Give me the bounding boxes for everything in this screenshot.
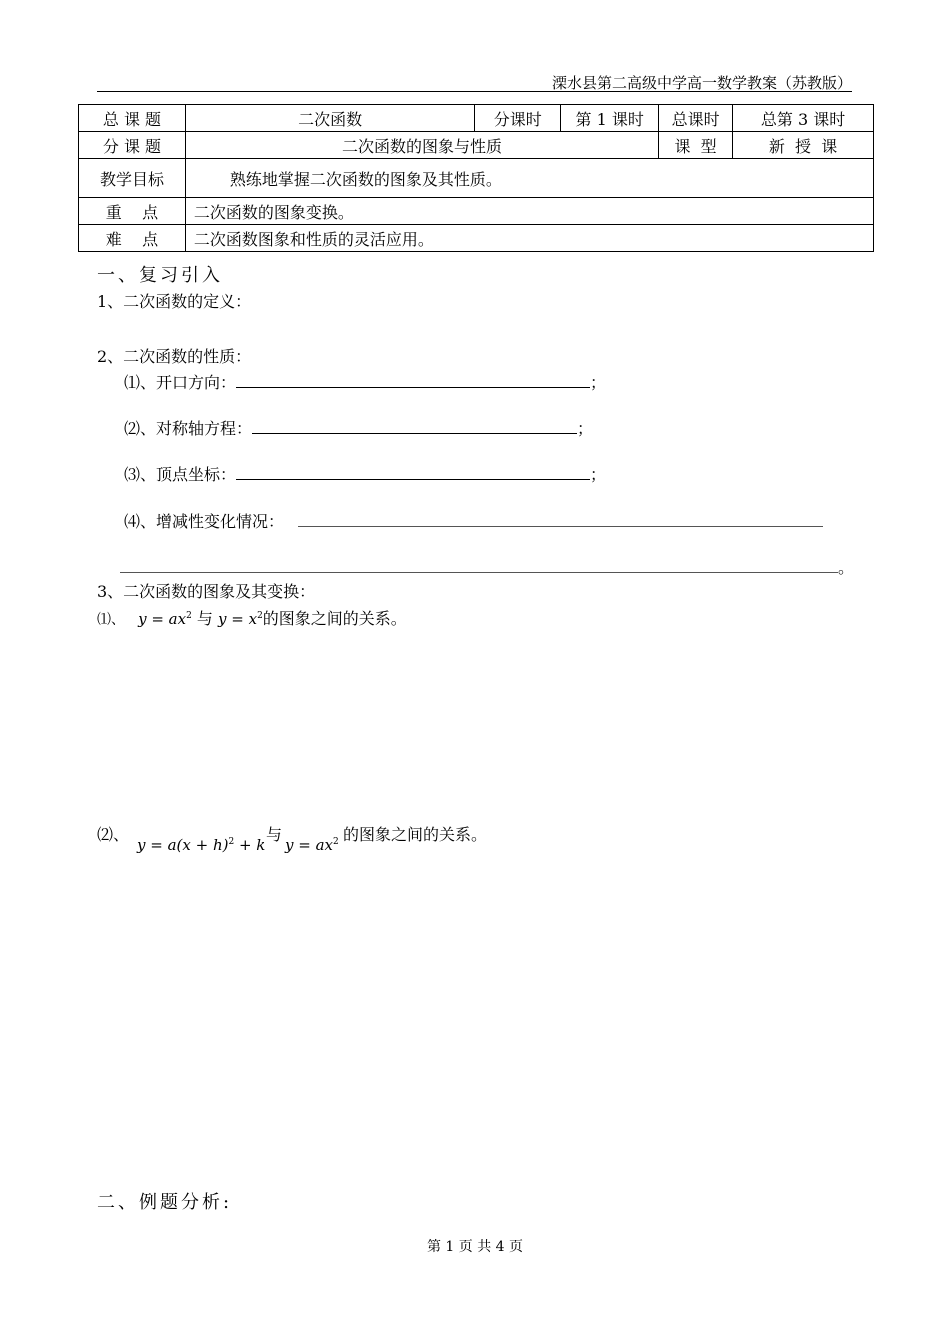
formula-vertex-form: y = a(x + h) xyxy=(137,836,229,854)
superscript: 2 xyxy=(257,611,263,621)
formula-ax2: y = ax xyxy=(138,610,187,628)
q1-number: ⑴、 xyxy=(97,612,125,628)
formula-ax2-b: y = ax xyxy=(285,836,333,854)
prop-axis-label: ⑵、对称轴方程： xyxy=(124,419,253,438)
total-topic: 二次函数 xyxy=(185,105,474,132)
sub-period: 第 1 课时 xyxy=(561,105,659,132)
q2-formula-1 xyxy=(137,835,265,854)
semicolon: ； xyxy=(590,465,607,484)
superscript: 2 xyxy=(186,611,192,621)
section-examples-title: 二、例题分析: xyxy=(97,1192,233,1213)
section-review-title: 一、复习引入 xyxy=(97,265,223,286)
semicolon: ； xyxy=(590,373,607,392)
label-sub-topic: 分 课 题 xyxy=(79,132,186,159)
label-total-topic: 总 课 题 xyxy=(79,105,186,132)
blank-monotonic-2[interactable] xyxy=(120,558,838,573)
question-1 xyxy=(97,606,407,629)
label-key-point: 重 点 xyxy=(79,198,186,225)
item-definition: 1、二次函数的定义： xyxy=(97,292,252,311)
prop-axis xyxy=(124,416,593,439)
formula-vertex-tail: + k xyxy=(234,836,266,854)
q1-and: 与 xyxy=(196,609,213,628)
page-footer: 第 1 页 共 4 页 xyxy=(426,1239,524,1255)
q2-and: 与 xyxy=(266,825,283,844)
blank-axis[interactable] xyxy=(252,419,577,434)
label-lesson-type: 课 型 xyxy=(659,132,733,159)
prop-monotonic-cont xyxy=(120,555,854,578)
table-row xyxy=(79,132,874,159)
difficulty: 二次函数图象和性质的灵活应用。 xyxy=(185,225,873,252)
key-point: 二次函数的图象变换。 xyxy=(185,198,873,225)
teaching-goal: 熟练地掌握二次函数的图象及其性质。 xyxy=(185,159,873,198)
label-goal: 教学目标 xyxy=(79,159,186,198)
prop-monotonic-label: ⑷、增减性变化情况： xyxy=(124,512,285,531)
header-divider xyxy=(97,91,852,92)
table-row xyxy=(79,225,874,252)
table-row xyxy=(79,159,874,198)
blank-vertex[interactable] xyxy=(236,465,590,480)
prop-monotonic xyxy=(124,509,823,532)
item-properties: 2、二次函数的性质： xyxy=(97,347,252,366)
semicolon: ； xyxy=(577,419,594,438)
lesson-type: 新 授 课 xyxy=(733,132,874,159)
superscript: 2 xyxy=(228,837,235,847)
total-period: 总第 3 课时 xyxy=(733,105,874,132)
formula-x2: y = x xyxy=(218,610,258,628)
blank-monotonic-1[interactable] xyxy=(298,512,823,527)
q1-suffix: 的图象之间的关系。 xyxy=(262,609,407,628)
q2-suffix: 的图象之间的关系。 xyxy=(343,825,488,844)
period: 。 xyxy=(838,558,855,577)
header-school: 溧水县第二高级中学高一数学教案（苏教版） xyxy=(551,74,852,92)
item-transform: 3、二次函数的图象及其变换： xyxy=(97,582,316,601)
blank-opening[interactable] xyxy=(236,373,590,388)
q2-number: ⑵、 xyxy=(97,825,130,844)
table-row xyxy=(79,198,874,225)
prop-vertex-label: ⑶、顶点坐标： xyxy=(124,465,237,484)
lesson-info-table xyxy=(78,104,874,252)
superscript: 2 xyxy=(332,837,339,847)
prop-opening xyxy=(124,370,606,393)
sub-topic: 二次函数的图象与性质 xyxy=(185,132,658,159)
label-difficulty: 难 点 xyxy=(79,225,186,252)
table-row xyxy=(79,105,874,132)
label-sub-period: 分课时 xyxy=(475,105,561,132)
prop-opening-label: ⑴、开口方向： xyxy=(124,373,237,392)
q2-formula-2 xyxy=(285,835,339,854)
prop-vertex xyxy=(124,462,606,485)
label-total-period: 总课时 xyxy=(659,105,733,132)
